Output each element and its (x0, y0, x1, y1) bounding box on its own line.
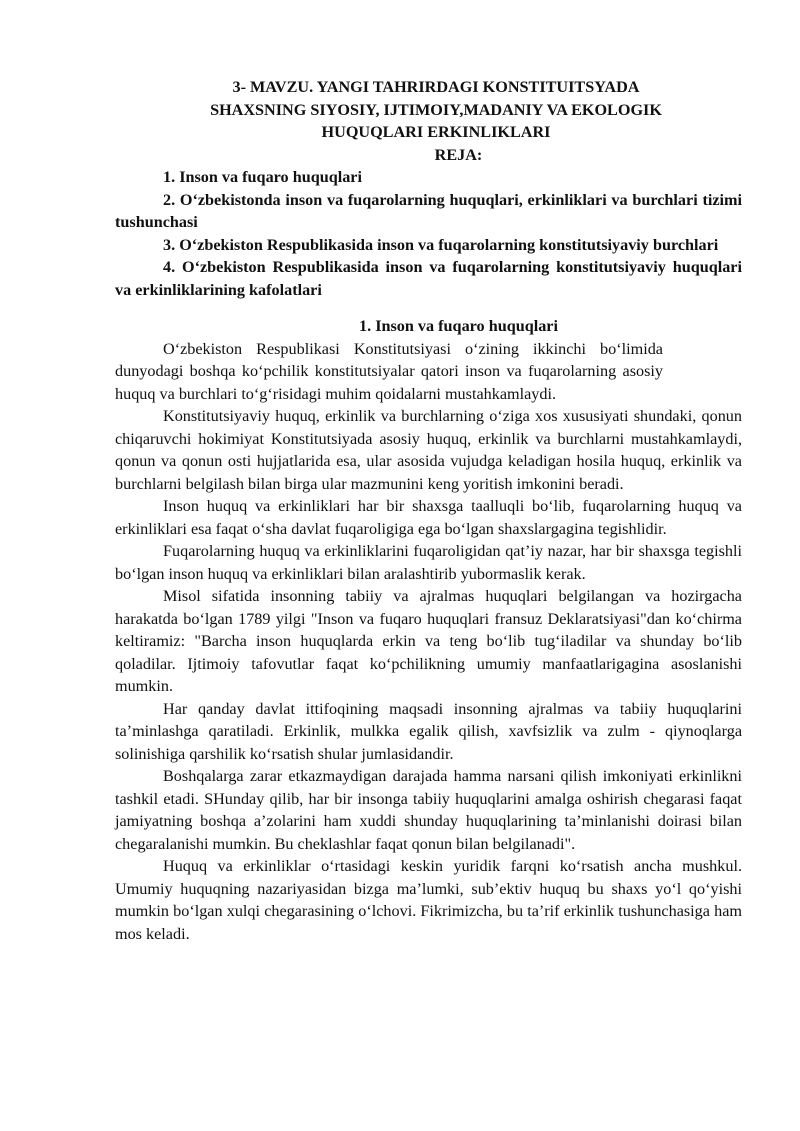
title-line-1: 3- MAVZU. YANGI TAHRIRDAGI KONSTITUITSYADA (232, 78, 640, 96)
body-paragraph-8: Huquq va erkinliklar o‘rtasidagi keskin yuridik farqni ko‘rsatish ancha mushkul. Umumiy huquqning nazariyasidan bizga ma’lumki, sub’ektiv huquq bu shaxs yo‘l qo‘yishi mumkin bo‘lgan xulqi chegarasining o‘lchovi. Fikrimizcha, bu ta’rif erkinlik tushunchasiga ham mos keladi. (115, 857, 742, 943)
plan-item-4: 4. O‘zbekiston Respublikasida inson va fuqarolarning konstitutsiyaviy huquqlari va erkinliklarining kafolatlari (115, 258, 742, 299)
body-paragraph-7: Boshqalarga zarar etkazmaydigan darajada hamma narsani qilish imkoniyati erkinlikni tashkil etadi. SHunday qilib, har bir insonga tabiiy huquqlarini amalga oshirish chegarasi faqat jamiyatning boshqa a’zolarini ham xuddi shunday huquqlarining ta’minlanishi doirasi bilan chegaralanishi mumkin. Bu cheklashlar faqat qonun bilan belgilanadi". (115, 767, 742, 853)
body-paragraph-5: Misol sifatida insonning tabiiy va ajralmas huquqlari belgilangan va hozirgacha harakatda bo‘lgan 1789 yilgi "Inson va fuqaro huquqlari fransuz Deklaratsiyasi"dan ko‘chirma keltiramiz: "Barcha inson huquqlarda erkin va teng bo‘lib tug‘iladilar va shunday bo‘lib qoladilar. Ijtimoiy tafovutlar faqat ko‘pchilikning umumiy manfaatlarigagina asoslanishi mumkin. (115, 587, 742, 695)
body-paragraph-2: Konstitutsiyaviy huquq, erkinlik va burchlarning o‘ziga xos xususiyati shundaki, qonun chiqaruvchi hokimiyat Konstitutsiyada asosiy huquq, erkinlik va burchlarni mustahkamlaydi, qonun va qonun osti hujjatlarida esa, ular asosida vujudga keladigan hosila huquq, erkinlik va burchlarni belgilash bilan birga ular mazmunini keng yoritish imkonini beradi. (115, 407, 742, 493)
body-paragraph-4: Fuqarolarning huquq va erkinliklarini fuqaroligidan qat’iy nazar, har bir shaxsga tegishli bo‘lgan inson huquq va erkinliklari bilan aralashtirib yubormaslik kerak. (115, 542, 742, 583)
document-page (115, 76, 742, 945)
plan-item-1: 1. Inson va fuqaro huquqlari (163, 168, 362, 186)
plan-item-3: 3. O‘zbekiston Respublikasida inson va fuqarolarning konstitutsiyaviy burchlari (163, 235, 719, 254)
plan-item-2: 2. O‘zbekistonda inson va fuqarolarning huquqlari, erkinliklari va burchlari tizimi tushunchasi (115, 190, 742, 231)
body-paragraph-3: Inson huquq va erkinliklari har bir shaxsga taalluqli bo‘lib, fuqarolarning huquq va erkinliklari esa faqat o‘sha davlat fuqaroligiga ega bo‘lgan shaxslargagina tegishlidir. (115, 497, 742, 538)
title-line-2: SHAXSNING SIYOSIY, IJTIMOIY,MADANIY VA EKOLOGIK (210, 100, 662, 119)
body-paragraph-1: O‘zbekiston Respublikasi Konstitutsiyasi o‘zining ikkinchi bo‘limida dunyodagi boshqa ko‘pchilik konstitutsiyalar qatori inson va fuqarolarning asosiy huquq va burchlari to‘g‘risidagi muhim qoidalarni mustahkamlaydi. (115, 339, 663, 403)
section-heading: 1. Inson va fuqaro huquqlari (359, 317, 558, 335)
body-paragraph-6: Har qanday davlat ittifoqining maqsadi insonning ajralmas va tabiiy huquqlarini ta’minlashga qaratiladi. Erkinlik, mulkka egalik qilish, xavfsizlik va zulm - qiynoqlarga solinishiga qarshilik ko‘rsatish shular jumlasidandir. (115, 699, 742, 763)
title-line-3: HUQUQLARI ERKINLIKLARI (321, 123, 551, 141)
plan-heading: REJA: (434, 145, 483, 164)
document-title (115, 76, 742, 144)
